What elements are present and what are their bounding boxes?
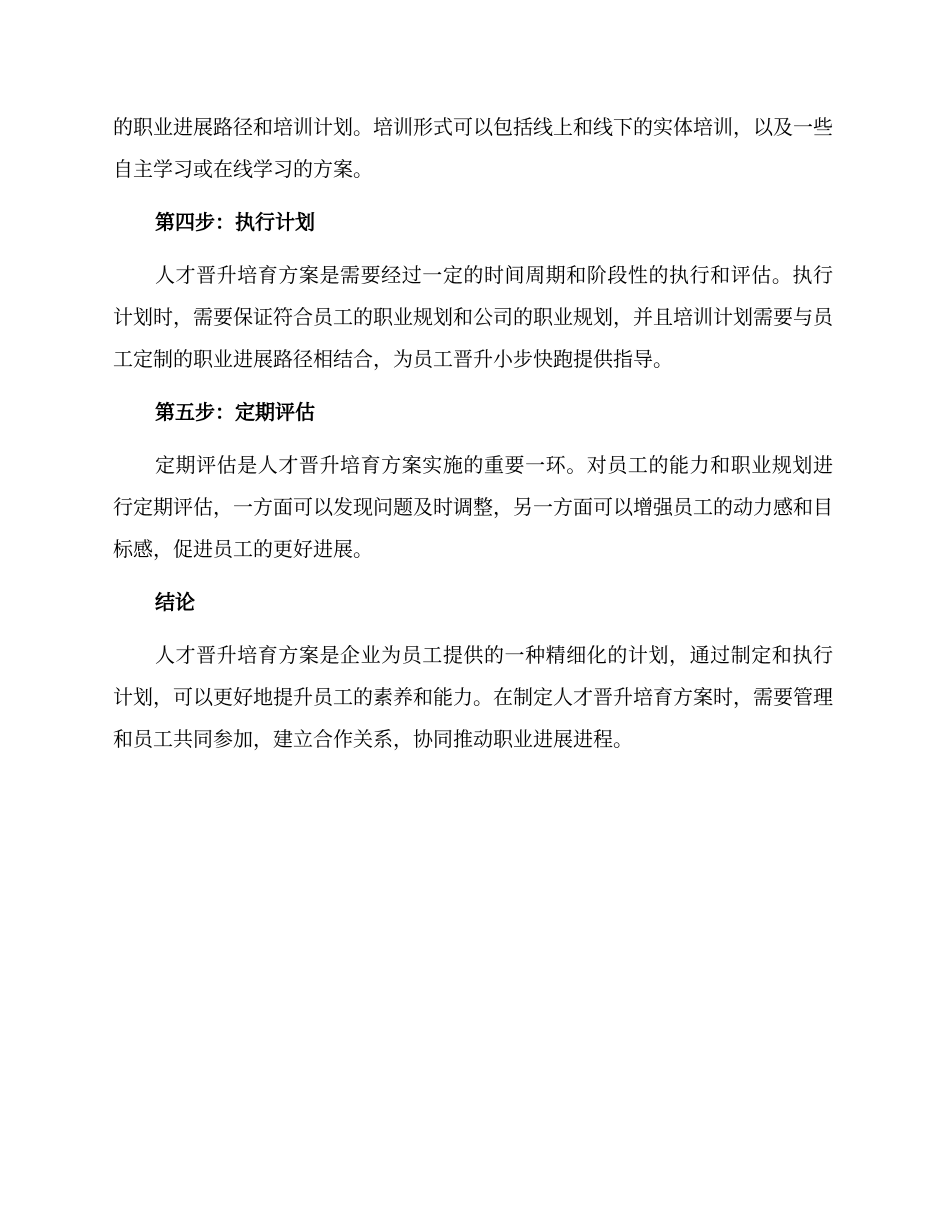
heading-step-four: 第四步：执行计划 xyxy=(155,210,315,234)
heading-conclusion: 结论 xyxy=(155,590,195,614)
paragraph-training-plan-continued: 的职业进展路径和培训计划。培训形式可以包括线上和线下的实体培训，以及一些自主学习或在线学习的方案。 xyxy=(113,115,833,181)
paragraph-step-four: 人才晋升培育方案是需要经过一定的时间周期和阶段性的执行和评估。执行计划时，需要保证符合员工的职业规划和公司的职业规划，并且培训计划需要与员工定制的职业进展路径相结合，为员工晋升小步快跑提供指导。 xyxy=(113,263,833,371)
paragraph-step-five: 定期评估是人才晋升培育方案实施的重要一环。对员工的能力和职业规划进行定期评估，一方面可以发现问题及时调整，另一方面可以增强员工的动力感和目标感，促进员工的更好进展。 xyxy=(113,453,833,561)
document-body xyxy=(113,106,833,771)
heading-step-five: 第五步：定期评估 xyxy=(155,400,315,424)
paragraph-conclusion: 人才晋升培育方案是企业为员工提供的一种精细化的计划，通过制定和执行计划，可以更好地提升员工的素养和能力。在制定人才晋升培育方案时，需要管理和员工共同参加，建立合作关系，协同推动职业进展进程。 xyxy=(113,643,833,751)
